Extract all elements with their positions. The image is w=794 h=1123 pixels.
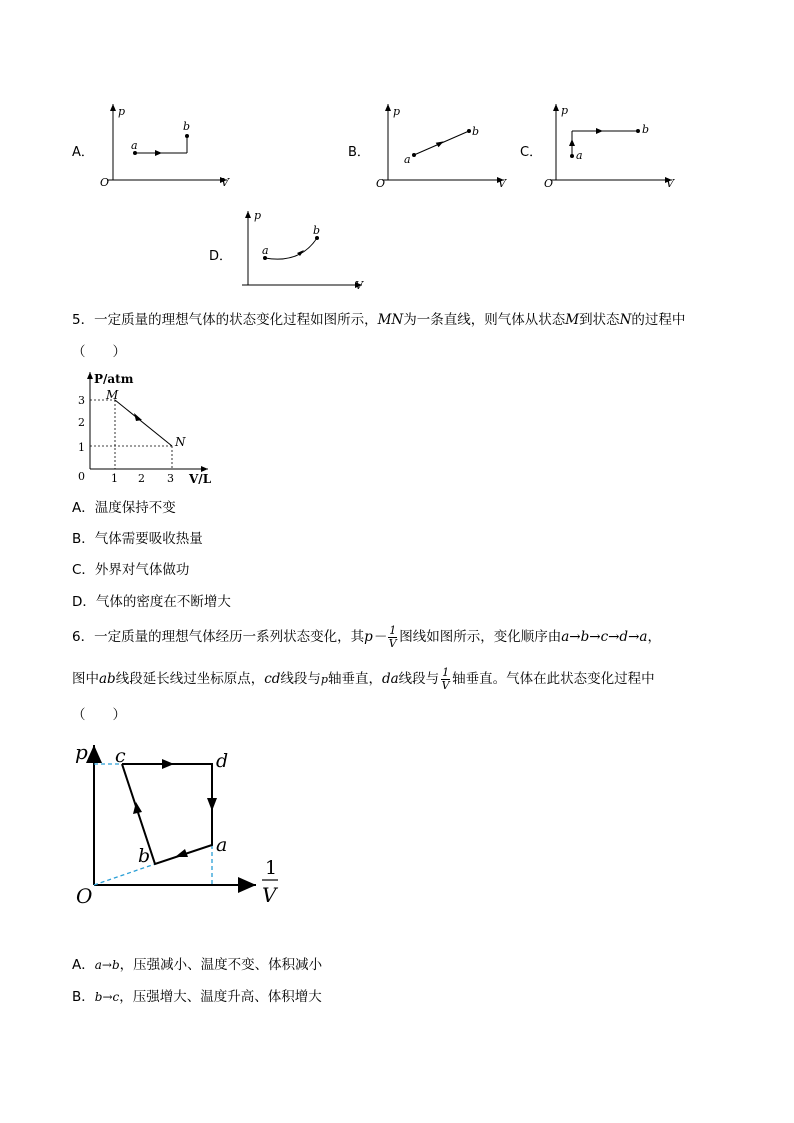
q6-stem-line2 (72, 664, 762, 695)
q6-text: 线段与 (280, 671, 321, 687)
p-axis-label: P/atm (94, 372, 134, 386)
q5-option-b[interactable]: B．气体需要吸收热量 (72, 531, 203, 547)
p-axis-label: p (75, 740, 88, 764)
point-m-label: M (106, 388, 119, 402)
point-a-label: a (131, 139, 138, 152)
option-text: ，压强增大、温度升高、体积增大 (119, 989, 322, 1005)
q4-option-a-graph (95, 98, 235, 190)
point-d-label: d (216, 750, 229, 772)
x-tick-3: 3 (167, 472, 174, 485)
point-c-label: c (115, 745, 126, 767)
x-tick-2: 2 (138, 472, 145, 485)
q6-p-minus: p－ (364, 629, 387, 645)
q6-text: 图线如图所示，变化顺序由 (399, 629, 562, 645)
option-expr: a→b (94, 958, 120, 972)
origin-label: O (544, 177, 554, 190)
q6-sequence: a→b→c→d→a (561, 629, 648, 645)
q6-fraction-1-over-v (441, 667, 450, 692)
arrow-c-to-d (162, 759, 174, 769)
point-a-label: a (216, 834, 228, 856)
q5-option-d[interactable]: D．气体的密度在不断增大 (72, 594, 231, 610)
y-tick-2: 2 (78, 416, 85, 429)
point-b-label: b (472, 125, 480, 138)
frac-numerator: 1 (442, 665, 450, 679)
v-axis-label: V/L (189, 472, 212, 486)
point-a-label: a (404, 153, 411, 166)
q5-text: 到状态 (579, 312, 620, 328)
q6-p-1v-graph (70, 735, 290, 910)
v-axis-label: V (221, 176, 229, 189)
point-a-label: a (576, 149, 583, 162)
point-a (570, 154, 574, 158)
direction-arrow (155, 150, 162, 156)
q5-pv-graph (72, 366, 217, 488)
q6-fraction-1-over-v (388, 625, 397, 650)
v-axis-label: V (666, 177, 674, 190)
frac-denominator: V (441, 678, 450, 692)
point-b (467, 129, 471, 133)
q4-option-b-label: B． (348, 145, 370, 160)
p-axis-label: p (561, 104, 569, 117)
q5-mn: MN (377, 312, 404, 328)
p-axis-label: p (254, 209, 262, 222)
q4-option-c-label: C． (520, 145, 543, 160)
origin-label: O (76, 884, 93, 908)
arrow-a-to-b (175, 849, 188, 857)
direction-arrow-right (596, 128, 603, 134)
q6-text: 轴垂直。气体在此状态变化过程中 (452, 671, 655, 687)
arrow-d-to-a (207, 798, 217, 811)
point-b (185, 134, 189, 138)
point-b-label: b (313, 224, 321, 237)
point-a-label: a (262, 244, 269, 257)
q6-text: 线段与 (398, 671, 440, 687)
y-tick-1: 1 (78, 441, 85, 454)
q6-stem-line1 (72, 622, 762, 652)
y-tick-3: 3 (78, 394, 85, 407)
frac-denominator: V (388, 636, 397, 650)
frac-numerator: 1 (389, 623, 397, 637)
q6-answer-paren: （ ） (72, 707, 126, 723)
q6-text: 6．一定质量的理想气体经历一系列状态变化，其 (72, 629, 365, 645)
q6-p-axis: p (320, 673, 328, 686)
option-label: B． (72, 989, 95, 1005)
q6-text: 图中 (72, 671, 99, 687)
q5-option-a[interactable]: A．温度保持不变 (72, 500, 176, 516)
line-mn (115, 400, 172, 446)
q5-answer-paren: （ ） (72, 344, 126, 360)
q5-text: 为一条直线，则气体从状态 (403, 312, 566, 328)
q6-text: ， (647, 629, 661, 645)
v-axis-label: V (498, 177, 506, 190)
q4-option-d-graph (234, 205, 369, 293)
q4-option-c-graph (538, 98, 678, 190)
cycle-path (122, 764, 212, 864)
origin-label: 0 (78, 470, 85, 483)
option-label: A． (72, 957, 95, 973)
direction-arrow-up (569, 139, 575, 146)
q4-option-b-graph (370, 98, 510, 190)
q5-m: M (565, 312, 580, 328)
q6-text: 轴垂直， (327, 671, 382, 687)
point-b-label: b (183, 120, 191, 133)
q4-option-a-label: A． (72, 145, 94, 160)
option-expr: b→c (94, 990, 120, 1004)
q6-text: 线段延长线过坐标原点， (115, 671, 265, 687)
point-b-label: b (642, 123, 650, 136)
point-b-label: b (138, 845, 151, 867)
x-axis-numerator: 1 (265, 857, 278, 879)
q6-da: da (381, 671, 399, 687)
q6-cd: cd (264, 671, 281, 687)
q5-n: N (619, 312, 632, 328)
x-axis-denominator: V (262, 883, 277, 907)
q5-text: 5．一定质量的理想气体的状态变化过程如图所示， (72, 312, 378, 328)
point-a (412, 153, 416, 157)
option-text: ，压强减小、温度不变、体积减小 (119, 957, 323, 973)
q5-stem (72, 310, 752, 330)
q6-ab: ab (99, 671, 116, 687)
direction-arrow (134, 413, 142, 421)
x-tick-1: 1 (111, 472, 118, 485)
p-axis-label: p (393, 105, 401, 118)
v-axis-label: V (355, 279, 363, 292)
q4-option-d-label: D． (209, 249, 233, 264)
p-axis-label: p (118, 105, 126, 118)
point-b (636, 129, 640, 133)
point-n-label: N (175, 435, 186, 449)
q5-text: 的过程中 (631, 312, 686, 328)
q5-option-c[interactable]: C．外界对气体做功 (72, 562, 190, 578)
q6-option-a[interactable] (72, 955, 322, 975)
origin-label: O (100, 176, 110, 189)
origin-label: O (376, 177, 386, 190)
curve-ab (265, 238, 317, 259)
q6-option-b[interactable] (72, 987, 322, 1007)
guide-ab-extension (94, 864, 155, 885)
